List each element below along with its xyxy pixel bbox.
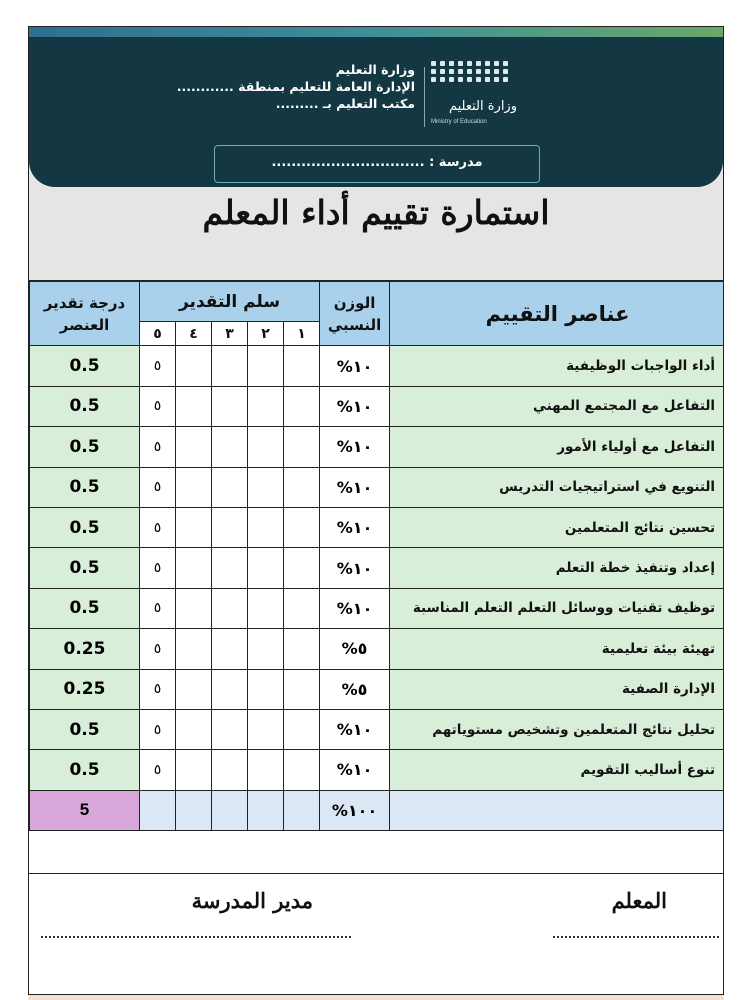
scale-cell-4[interactable] — [176, 507, 212, 547]
logo-divider — [424, 67, 425, 127]
score-cell: 0.5 — [30, 467, 140, 507]
criterion-cell: التفاعل مع المجتمع المهني — [390, 386, 724, 426]
scale-cell-4[interactable] — [176, 386, 212, 426]
table-row — [30, 467, 725, 507]
scale-cell-3[interactable] — [212, 507, 248, 547]
scale-cell-5[interactable]: ٥ — [140, 346, 176, 386]
logo-english-text: Ministry of Education — [431, 119, 487, 125]
scale-cell-4[interactable] — [176, 750, 212, 790]
table-row — [30, 427, 725, 467]
weight-header: الوزن النسبي — [320, 282, 390, 346]
score-cell: 0.5 — [30, 346, 140, 386]
weight-cell: %١٠ — [320, 548, 390, 588]
score-cell: 0.25 — [30, 629, 140, 669]
criterion-cell: توظيف تقنيات ووسائل التعلم التعلم المناسبة — [390, 588, 724, 628]
scale-cell-4[interactable] — [176, 588, 212, 628]
total-weight-cell: %١٠٠ — [320, 790, 390, 830]
scale-cell-3[interactable] — [212, 629, 248, 669]
scale-cell-4[interactable] — [176, 427, 212, 467]
scale-cell-4[interactable] — [176, 709, 212, 749]
teacher-label: المعلم — [611, 888, 667, 913]
table-row — [30, 709, 725, 749]
scale-cell-1[interactable] — [284, 386, 320, 426]
table-row — [30, 669, 725, 709]
scale-cell-5[interactable]: ٥ — [140, 750, 176, 790]
criterion-cell: التفاعل مع أولياء الأمور — [390, 427, 724, 467]
score-cell: 0.5 — [30, 427, 140, 467]
scale-cell-3[interactable] — [212, 346, 248, 386]
scale-number: ٥ — [140, 322, 176, 346]
principal-signature-line[interactable] — [41, 936, 351, 938]
principal-label: مدير المدرسة — [191, 888, 313, 913]
score-cell: 0.5 — [30, 750, 140, 790]
score-cell: 0.25 — [30, 669, 140, 709]
signature-area — [29, 873, 723, 1000]
scale-cell-5[interactable]: ٥ — [140, 709, 176, 749]
weight-cell: %١٠ — [320, 467, 390, 507]
scale-cell-2[interactable] — [248, 709, 284, 749]
scale-cell-5[interactable]: ٥ — [140, 386, 176, 426]
scale-cell-5[interactable]: ٥ — [140, 548, 176, 588]
ministry-line: وزارة التعليم — [335, 62, 415, 77]
weight-cell: %١٠ — [320, 346, 390, 386]
score-cell: 0.5 — [30, 709, 140, 749]
criterion-cell: تحسين نتائج المتعلمين — [390, 507, 724, 547]
scale-cell-2[interactable] — [248, 669, 284, 709]
scale-cell-2[interactable] — [248, 427, 284, 467]
header-text — [177, 61, 415, 112]
scale-cell-3[interactable] — [212, 709, 248, 749]
scale-cell-2[interactable] — [248, 588, 284, 628]
scale-cell-5[interactable]: ٥ — [140, 629, 176, 669]
weight-cell: %١٠ — [320, 709, 390, 749]
criterion-cell: الإدارة الصفية — [390, 669, 724, 709]
scale-cell-5[interactable]: ٥ — [140, 467, 176, 507]
scale-number: ١ — [284, 322, 320, 346]
score-header: درجة تقدير العنصر — [30, 282, 140, 346]
scale-header: سلم التقدير — [140, 282, 320, 322]
page-title: استمارة تقييم أداء المعلم — [202, 193, 550, 232]
scale-cell-1[interactable] — [284, 507, 320, 547]
scale-cell-1[interactable] — [284, 588, 320, 628]
scale-cell-1[interactable] — [284, 709, 320, 749]
weight-cell: %١٠ — [320, 427, 390, 467]
scale-number: ٢ — [248, 322, 284, 346]
scale-cell-3[interactable] — [212, 467, 248, 507]
bottom-strip — [28, 994, 724, 1000]
scale-cell-1[interactable] — [284, 629, 320, 669]
scale-cell-4[interactable] — [176, 467, 212, 507]
weight-cell: %١٠ — [320, 588, 390, 628]
criterion-cell: التنويع في استراتيجيات التدريس — [390, 467, 724, 507]
total-score-cell: 5 — [30, 790, 140, 830]
table-row — [30, 507, 725, 547]
scale-cell-1[interactable] — [284, 669, 320, 709]
scale-cell-2[interactable] — [248, 750, 284, 790]
table-row — [30, 346, 725, 386]
criteria-header: عناصر التقييم — [390, 282, 724, 346]
scale-cell-2[interactable] — [248, 467, 284, 507]
scale-cell-3[interactable] — [212, 427, 248, 467]
scale-cell-2[interactable] — [248, 386, 284, 426]
evaluation-form — [28, 26, 724, 1000]
scale-cell-5[interactable]: ٥ — [140, 507, 176, 547]
scale-cell-4[interactable] — [176, 346, 212, 386]
scale-cell-3[interactable] — [212, 669, 248, 709]
scale-cell-4[interactable] — [176, 629, 212, 669]
scale-cell-2[interactable] — [248, 629, 284, 669]
criterion-cell: تهيئة بيئة تعليمية — [390, 629, 724, 669]
scale-cell-3[interactable] — [212, 548, 248, 588]
school-name-field[interactable]: مدرسة : ............................... — [214, 145, 540, 183]
scale-cell-2[interactable] — [248, 548, 284, 588]
scale-cell-5[interactable]: ٥ — [140, 588, 176, 628]
ministry-logo — [429, 57, 529, 129]
office-line: مكتب التعليم بـ ......... — [275, 96, 415, 111]
scale-cell-2[interactable] — [248, 507, 284, 547]
scale-number: ٣ — [212, 322, 248, 346]
weight-cell: %١٠ — [320, 386, 390, 426]
criterion-cell: تحليل نتائج المتعلمين وتشخيص مستوياتهم — [390, 709, 724, 749]
scale-cell-2[interactable] — [248, 346, 284, 386]
scale-cell-1[interactable] — [284, 548, 320, 588]
score-cell: 0.5 — [30, 588, 140, 628]
score-cell: 0.5 — [30, 507, 140, 547]
weight-cell: %٥ — [320, 669, 390, 709]
score-cell: 0.5 — [30, 386, 140, 426]
general-admin-line: الإدارة العامة للتعليم بمنطقة ............ — [176, 79, 415, 94]
table-row — [30, 548, 725, 588]
scale-cell-4[interactable] — [176, 548, 212, 588]
scale-cell-1[interactable] — [284, 467, 320, 507]
scale-cell-5[interactable]: ٥ — [140, 669, 176, 709]
scale-number: ٤ — [176, 322, 212, 346]
evaluation-table — [29, 281, 724, 831]
scale-cell-1[interactable] — [284, 346, 320, 386]
logo-arabic-text: وزارة التعليم — [448, 99, 517, 114]
total-row — [30, 790, 725, 830]
table-row — [30, 588, 725, 628]
logo-dots-icon — [431, 61, 509, 82]
criterion-cell: تنوع أساليب التقويم — [390, 750, 724, 790]
weight-cell: %٥ — [320, 629, 390, 669]
score-cell: 0.5 — [30, 548, 140, 588]
scale-cell-3[interactable] — [212, 386, 248, 426]
criterion-cell: أداء الواجبات الوظيفية — [390, 346, 724, 386]
scale-cell-1[interactable] — [284, 427, 320, 467]
table-row — [30, 629, 725, 669]
scale-cell-3[interactable] — [212, 750, 248, 790]
scale-cell-3[interactable] — [212, 588, 248, 628]
table-row — [30, 750, 725, 790]
scale-cell-1[interactable] — [284, 750, 320, 790]
scale-cell-4[interactable] — [176, 669, 212, 709]
criterion-cell: إعداد وتنفيذ خطة التعلم — [390, 548, 724, 588]
table-row — [30, 386, 725, 426]
scale-cell-5[interactable]: ٥ — [140, 427, 176, 467]
teacher-signature-line[interactable] — [553, 936, 719, 938]
total-label-cell — [390, 790, 724, 830]
weight-cell: %١٠ — [320, 750, 390, 790]
weight-cell: %١٠ — [320, 507, 390, 547]
